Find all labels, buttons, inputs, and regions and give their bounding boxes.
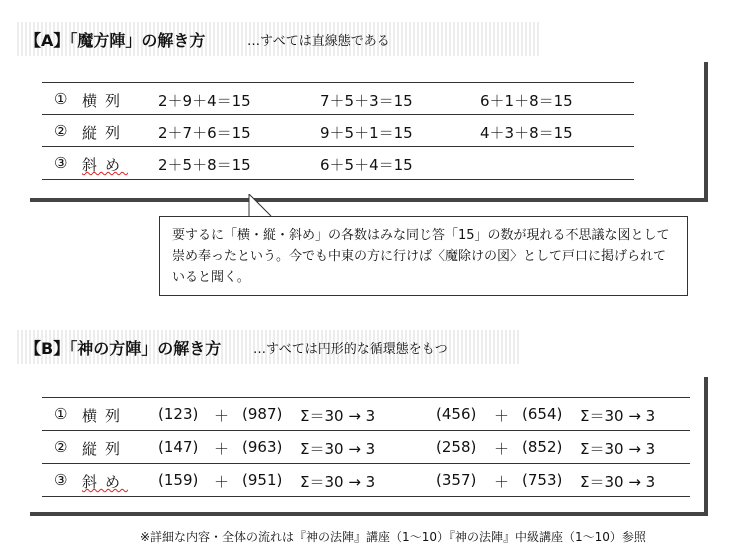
equation-cell: 2＋9＋4＝15 [158,92,251,110]
row-label [82,471,128,492]
row-number: ② [54,438,68,456]
sum-cell: Σ＝30 → 3 [300,407,376,425]
table-row [42,82,634,115]
group-cell: (654) [522,405,563,423]
callout-pointer [248,194,278,218]
equation-cell: 2＋5＋8＝15 [158,156,251,174]
sum-cell: Σ＝30 → 3 [300,440,376,458]
group-cell: (159) [158,471,199,489]
equation-cell: 6＋1＋8＝15 [480,92,573,110]
group-cell: (123) [158,405,199,423]
row-number: ③ [54,154,68,172]
section-b-subtitle: …すべては円形的な循環態をもつ [253,342,448,357]
group-cell: (357) [436,471,477,489]
row-number: ② [54,122,68,140]
equation-cell: 2＋7＋6＝15 [158,124,251,142]
group-cell: (147) [158,438,199,456]
callout-text: 要するに「横・縦・斜め」の各数はみな同じ答「15」の数が現れる不思議な図として崇め奉ったという。今でも中東の方に行けば〈魔除けの図〉として戸口に掲げられていると聞く。 [172,228,670,285]
row-label: 横列 [82,92,129,110]
plus-sign: ＋ [494,473,510,491]
row-label-text: 斜め [82,473,129,491]
group-cell: (987) [242,405,283,423]
sum-cell: Σ＝30 → 3 [580,473,656,491]
group-cell: (963) [242,438,283,456]
section-b-heading [17,330,521,364]
sum-cell: Σ＝30 → 3 [300,473,376,491]
table-row [42,114,634,147]
sum-cell: Σ＝30 → 3 [580,407,656,425]
row-label: 縦列 [82,440,129,458]
section-a-heading [17,22,541,56]
plus-sign: ＋ [214,440,230,458]
equation-cell: 4＋3＋8＝15 [480,124,573,142]
section-a-subtitle: …すべては直線態である [247,34,390,49]
section-a-title: 【A】「魔方陣」の解き方 [25,31,206,50]
row-number: ① [54,405,68,423]
equation-cell: 9＋5＋1＝15 [320,124,413,142]
plus-sign: ＋ [494,407,510,425]
row-number: ① [54,90,68,108]
table-row [42,430,690,463]
section-b-title: 【B】「神の方陣」の解き方 [25,339,222,358]
group-cell: (753) [522,471,563,489]
row-label [82,154,128,175]
plus-sign: ＋ [214,473,230,491]
row-number: ③ [54,471,68,489]
group-cell: (258) [436,438,477,456]
table-row [42,146,634,180]
plus-sign: ＋ [494,440,510,458]
row-label: 縦列 [82,124,129,142]
row-label-text: 斜め [82,156,129,174]
table-row [42,463,690,497]
equation-cell: 6＋5＋4＝15 [320,156,413,174]
group-cell: (852) [522,438,563,456]
sum-cell: Σ＝30 → 3 [580,440,656,458]
group-cell: (951) [242,471,283,489]
plus-sign: ＋ [214,407,230,425]
reference-footnote: ※詳細な内容・全体の流れは『神の法陣』講座（1〜10）『神の法陣』中級講座（1〜10）参照 [140,530,646,544]
group-cell: (456) [436,405,477,423]
row-label: 横列 [82,407,129,425]
equation-cell: 7＋5＋3＝15 [320,92,413,110]
table-row [42,397,690,430]
explanation-callout [159,216,688,296]
